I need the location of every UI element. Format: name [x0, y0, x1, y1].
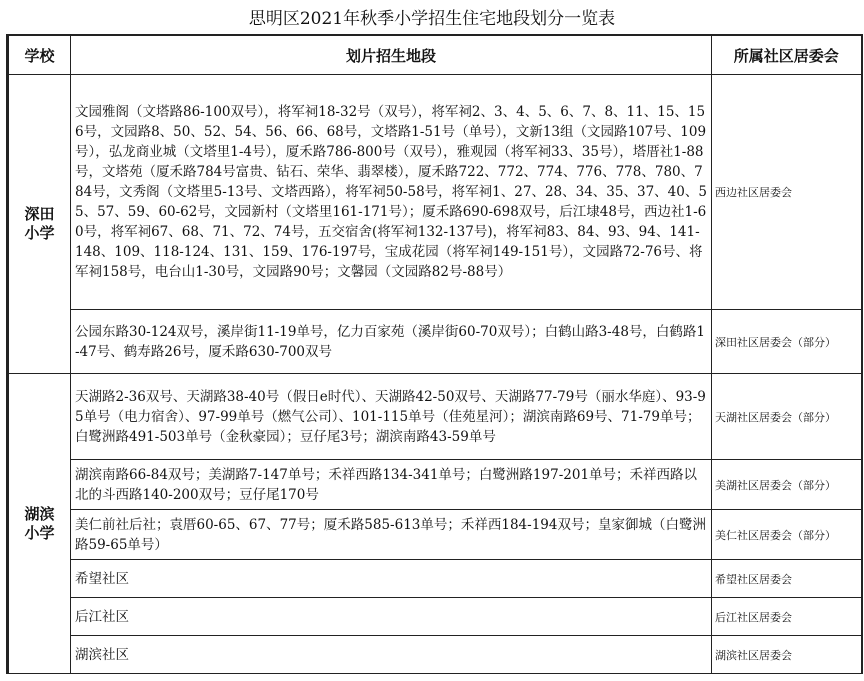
area-cell: 湖滨南路66-84双号；美湖路7-147单号；禾祥西路134-341单号；白鹭洲路197-201单号；禾祥西路以北的斗西路140-200双号；豆仔尾170号 — [71, 460, 712, 510]
area-cell: 美仁前社后社；袁厝60-65、67、77号；厦禾路585-613单号；禾祥西184-194双号；皇家御城（白鹭洲路59-65单号） — [71, 510, 712, 560]
area-cell: 天湖路2-36双号、天湖路38-40号（假日e时代）、天湖路42-50双号、天湖路77-79号（丽水华庭）、93-95单号（电力宿舍）、97-99单号（燃气公司）、101-115单号（佳苑星河）；湖滨南路69号、71-79单号；白鹭洲路491-503单号（金秋豪园）；豆仔尾3号；湖滨南路43-59单号 — [71, 374, 712, 460]
area-cell: 文园雅阁（文塔路86-100双号），将军祠18-32号（双号），将军祠2、3、4、5、6、7、8、11、15、156号，文园路8、50、52、54、56、66、68号，文塔路1-51号（单号），文新13组（文园路107号、109号），弘龙商业城（文塔里1-4号），厦禾路786-800号（双号），雅观园（将军祠33、35号），塔厝社1-88号，文塔苑（厦禾路784号富贵、钻石、荣华、翡翠楼），厦禾路722、772、774、776、778、780、784号，文秀阁（文塔里5-13号、文塔西路），将军祠50-58号，将军祠1、27、28、34、35、37、40、55、57、59、60-62号，文园新村（文塔里161-171号）；厦禾路690-698双号，后江埭48号，西边社1-60号，将军祠67、68、71、72、74号，五交宿舍(将军祠132-137号)，将军祠83、84、93、94、141-148、109、118-124、131、159、176-197号，宝成花园（将军祠149-151号），文园路72-76号、将军祠158号，电台山1-30号，文园路90号；文馨园（文园路82号-88号） — [71, 75, 712, 310]
community-cell: 美湖社区居委会（部分） — [712, 460, 862, 510]
table-row — [8, 598, 862, 636]
school-name-hubin: 湖滨 小学 — [8, 374, 71, 674]
table-row — [8, 75, 862, 310]
header-school: 学校 — [8, 35, 71, 75]
table-row — [8, 636, 862, 674]
table-row — [8, 510, 862, 560]
school-name-shentian: 深田 小学 — [8, 75, 71, 374]
area-cell: 后江社区 — [71, 598, 712, 636]
area-cell: 湖滨社区 — [71, 636, 712, 674]
community-cell: 湖滨社区居委会 — [712, 636, 862, 674]
table-row — [8, 374, 862, 460]
school-district-table — [6, 34, 863, 674]
table-row — [8, 460, 862, 510]
header-community: 所属社区居委会 — [712, 35, 862, 75]
area-cell: 希望社区 — [71, 560, 712, 598]
community-cell: 后江社区居委会 — [712, 598, 862, 636]
document-title: 思明区2021年秋季小学招生住宅地段划分一览表 — [248, 9, 616, 29]
community-cell: 西边社区居委会 — [712, 75, 862, 310]
area-cell: 公园东路30-124双号，溪岸街11-19单号，亿力百家苑（溪岸街60-70双号）；白鹤山路3-48号，白鹤路1-47号、鹤寿路26号，厦禾路630-700双号 — [71, 310, 712, 374]
table-row — [8, 560, 862, 598]
community-cell: 美仁社区居委会（部分） — [712, 510, 862, 560]
table-row — [8, 310, 862, 374]
header-enrollment-area: 划片招生地段 — [71, 35, 712, 75]
community-cell: 希望社区居委会 — [712, 560, 862, 598]
table-header-row — [8, 35, 862, 75]
community-cell: 天湖社区居委会（部分） — [712, 374, 862, 460]
community-cell: 深田社区居委会（部分） — [712, 310, 862, 374]
